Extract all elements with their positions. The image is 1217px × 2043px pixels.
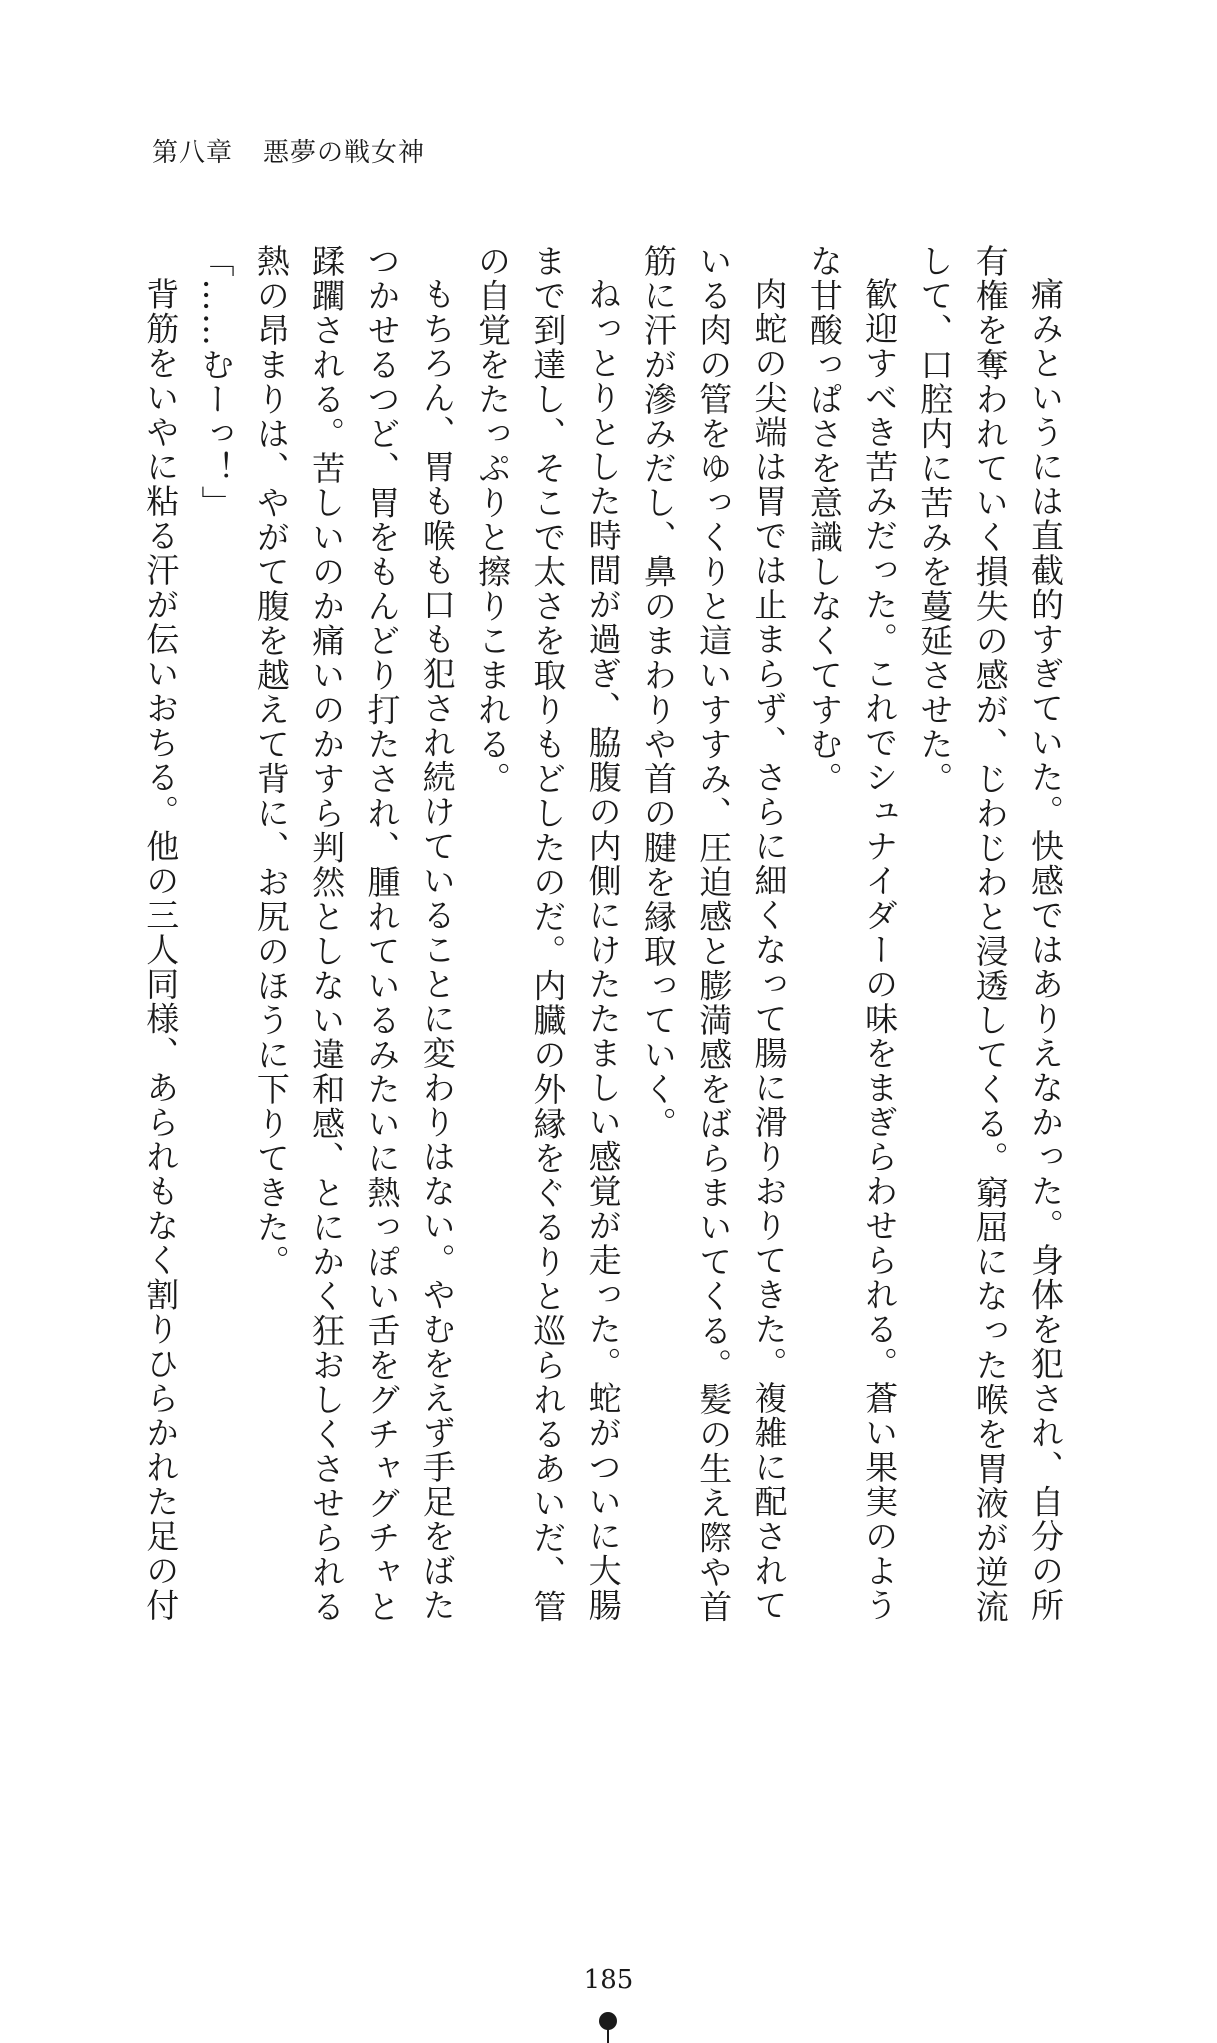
text-line: いる肉の管をゆっくりと這いすすみ、圧迫感と膨満感をばらまいてくる。髪の生え際や首 <box>694 244 734 1624</box>
text-line: 有権を奪われていく損失の感が、じわじわと浸透してくる。窮屈になった喉を胃液が逆流 <box>970 244 1010 1624</box>
running-head <box>152 132 425 169</box>
text-line: まで到達し、そこで太さを取りもどしたのだ。内臓の外縁をぐるりと巡られるあいだ、管 <box>528 244 568 1624</box>
text-line: 痛みというには直截的すぎていた。快感ではありえなかった。身体を犯され、自分の所 <box>1026 277 1065 1623</box>
text-line: もちろん、胃も喉も口も犯され続けていることに変わりはない。やむをえず手足をばた <box>417 277 457 1623</box>
text-line: 筋に汗が滲みだし、鼻のまわりや首の腱を縁取っていく。 <box>638 244 678 1141</box>
text-line: ねっとりとした時間が過ぎ、脇腹の内側にけたたましい感覚が走った。蛇がついに大腸 <box>583 277 623 1623</box>
text-line: 熱の昂まりは、やがて腹を越えて背に、お尻のほうに下りてきた。 <box>251 244 291 1279</box>
text-line: して、口腔内に苦みを蔓延させた。 <box>915 244 955 796</box>
text-line: 「……むーっ！」 <box>196 244 236 520</box>
page-marker-stem <box>607 2028 609 2043</box>
page-number: 185 <box>583 1965 634 1995</box>
body-text <box>133 244 1073 1714</box>
text-line: つかせるつど、胃をもんどり打たされ、腫れているみたいに熱っぽい舌をグチャグチャと <box>362 244 402 1624</box>
text-line: 背筋をいやに粘る汗が伝いおちる。他の三人同様、あられもなく割りひらかれた足の付 <box>141 277 181 1623</box>
text-line: 歓迎すべき苦みだった。これでシュナイダーの味をまぎらわせられる。蒼い果実のよう <box>860 277 900 1623</box>
text-line: 肉蛇の尖端は胃では止まらず、さらに細くなって腸に滑りおりてきた。複雑に配されて <box>749 277 789 1623</box>
chapter-title: 悪夢の戦女神 <box>263 138 426 168</box>
chapter-number: 第八章 <box>152 138 234 168</box>
text-line: の自覚をたっぷりと擦りこまれる。 <box>473 244 513 796</box>
text-line: な甘酸っぱさを意識しなくてすむ。 <box>804 244 844 796</box>
text-line: 蹂躙される。苦しいのか痛いのかすら判然としない違和感、とにかく狂おしくさせられる <box>307 244 347 1624</box>
